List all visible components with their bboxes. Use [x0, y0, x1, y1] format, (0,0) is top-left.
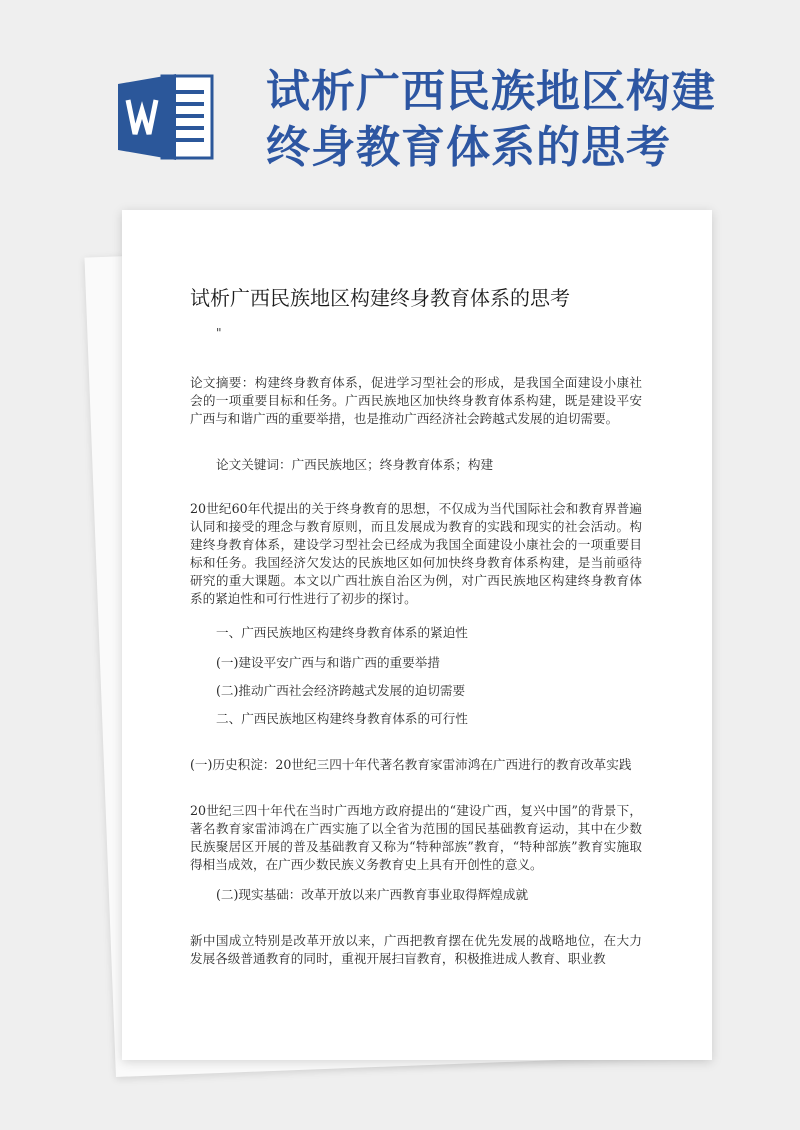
banner-title-line1: 试析广西民族地区构建 — [266, 66, 716, 117]
keywords-line: 论文关键词：广西民族地区；终身教育体系；构建 — [216, 457, 494, 472]
reality-paragraph: 新中国成立特别是改革开放以来，广西把教育摆在优先发展的战略地位，在大力发展各级普通教育的同时，重视开展扫盲教育，积极推进成人教育、职业教 — [190, 933, 642, 966]
word-document-icon — [118, 72, 216, 162]
banner-title-line2: 终身教育体系的思考 — [266, 122, 671, 173]
header-banner — [0, 0, 800, 210]
subsection-heading-2-1: (一)历史积淀：20世纪三四十年代著名教育家雷沛鸿在广西进行的教育改革实践 — [190, 757, 632, 772]
history-paragraph: 20世纪三四十年代在当时广西地方政府提出的“建设广西，复兴中国”的背景下，著名教育家雷沛鸿在广西实施了以全省为范围的国民基础教育运动，其中在少数民族聚居区开展的普及基础教育又称为“特种部族”教育，“特种部族”教育实施取得相当成效，在广西少数民族义务教育史上具有开创性的意义。 — [190, 803, 642, 872]
section-heading-2: 二、广西民族地区构建终身教育体系的可行性 — [216, 711, 468, 726]
subsection-heading-1-1: (一)建设平安广西与和谐广西的重要举措 — [216, 655, 440, 670]
subsection-heading-1-2: (二)推动广西社会经济跨越式发展的迫切需要 — [216, 683, 466, 698]
banner-title — [266, 64, 786, 176]
quote-mark: " — [216, 326, 222, 340]
subsection-heading-2-2: (二)现实基础：改革开放以来广西教育事业取得辉煌成就 — [216, 887, 529, 902]
intro-paragraph: 20世纪60年代提出的关于终身教育的思想，不仅成为当代国际社会和教育界普遍认同和接受的理念与教育原则，而且发展成为教育的实践和现实的社会活动。构建终身教育体系，建设学习型社会已经成为我国全面建设小康社会的一项重要目标和任务。我国经济欠发达的民族地区如何加快终身教育体系构建，是当前亟待研究的重大课题。本文以广西壮族自治区为例，对广西民族地区构建终身教育体系的紧迫性和可行性进行了初步的探讨。 — [190, 501, 642, 606]
section-heading-1: 一、广西民族地区构建终身教育体系的紧迫性 — [216, 625, 468, 640]
document-title: 试析广西民族地区构建终身教育体系的思考 — [190, 286, 570, 310]
abstract-paragraph: 论文摘要：构建终身教育体系，促进学习型社会的形成，是我国全面建设小康社会的一项重要目标和任务。广西民族地区加快终身教育体系构建，既是建设平安广西与和谐广西的重要举措，也是推动广西经济社会跨越式发展的迫切需要。 — [190, 375, 642, 426]
